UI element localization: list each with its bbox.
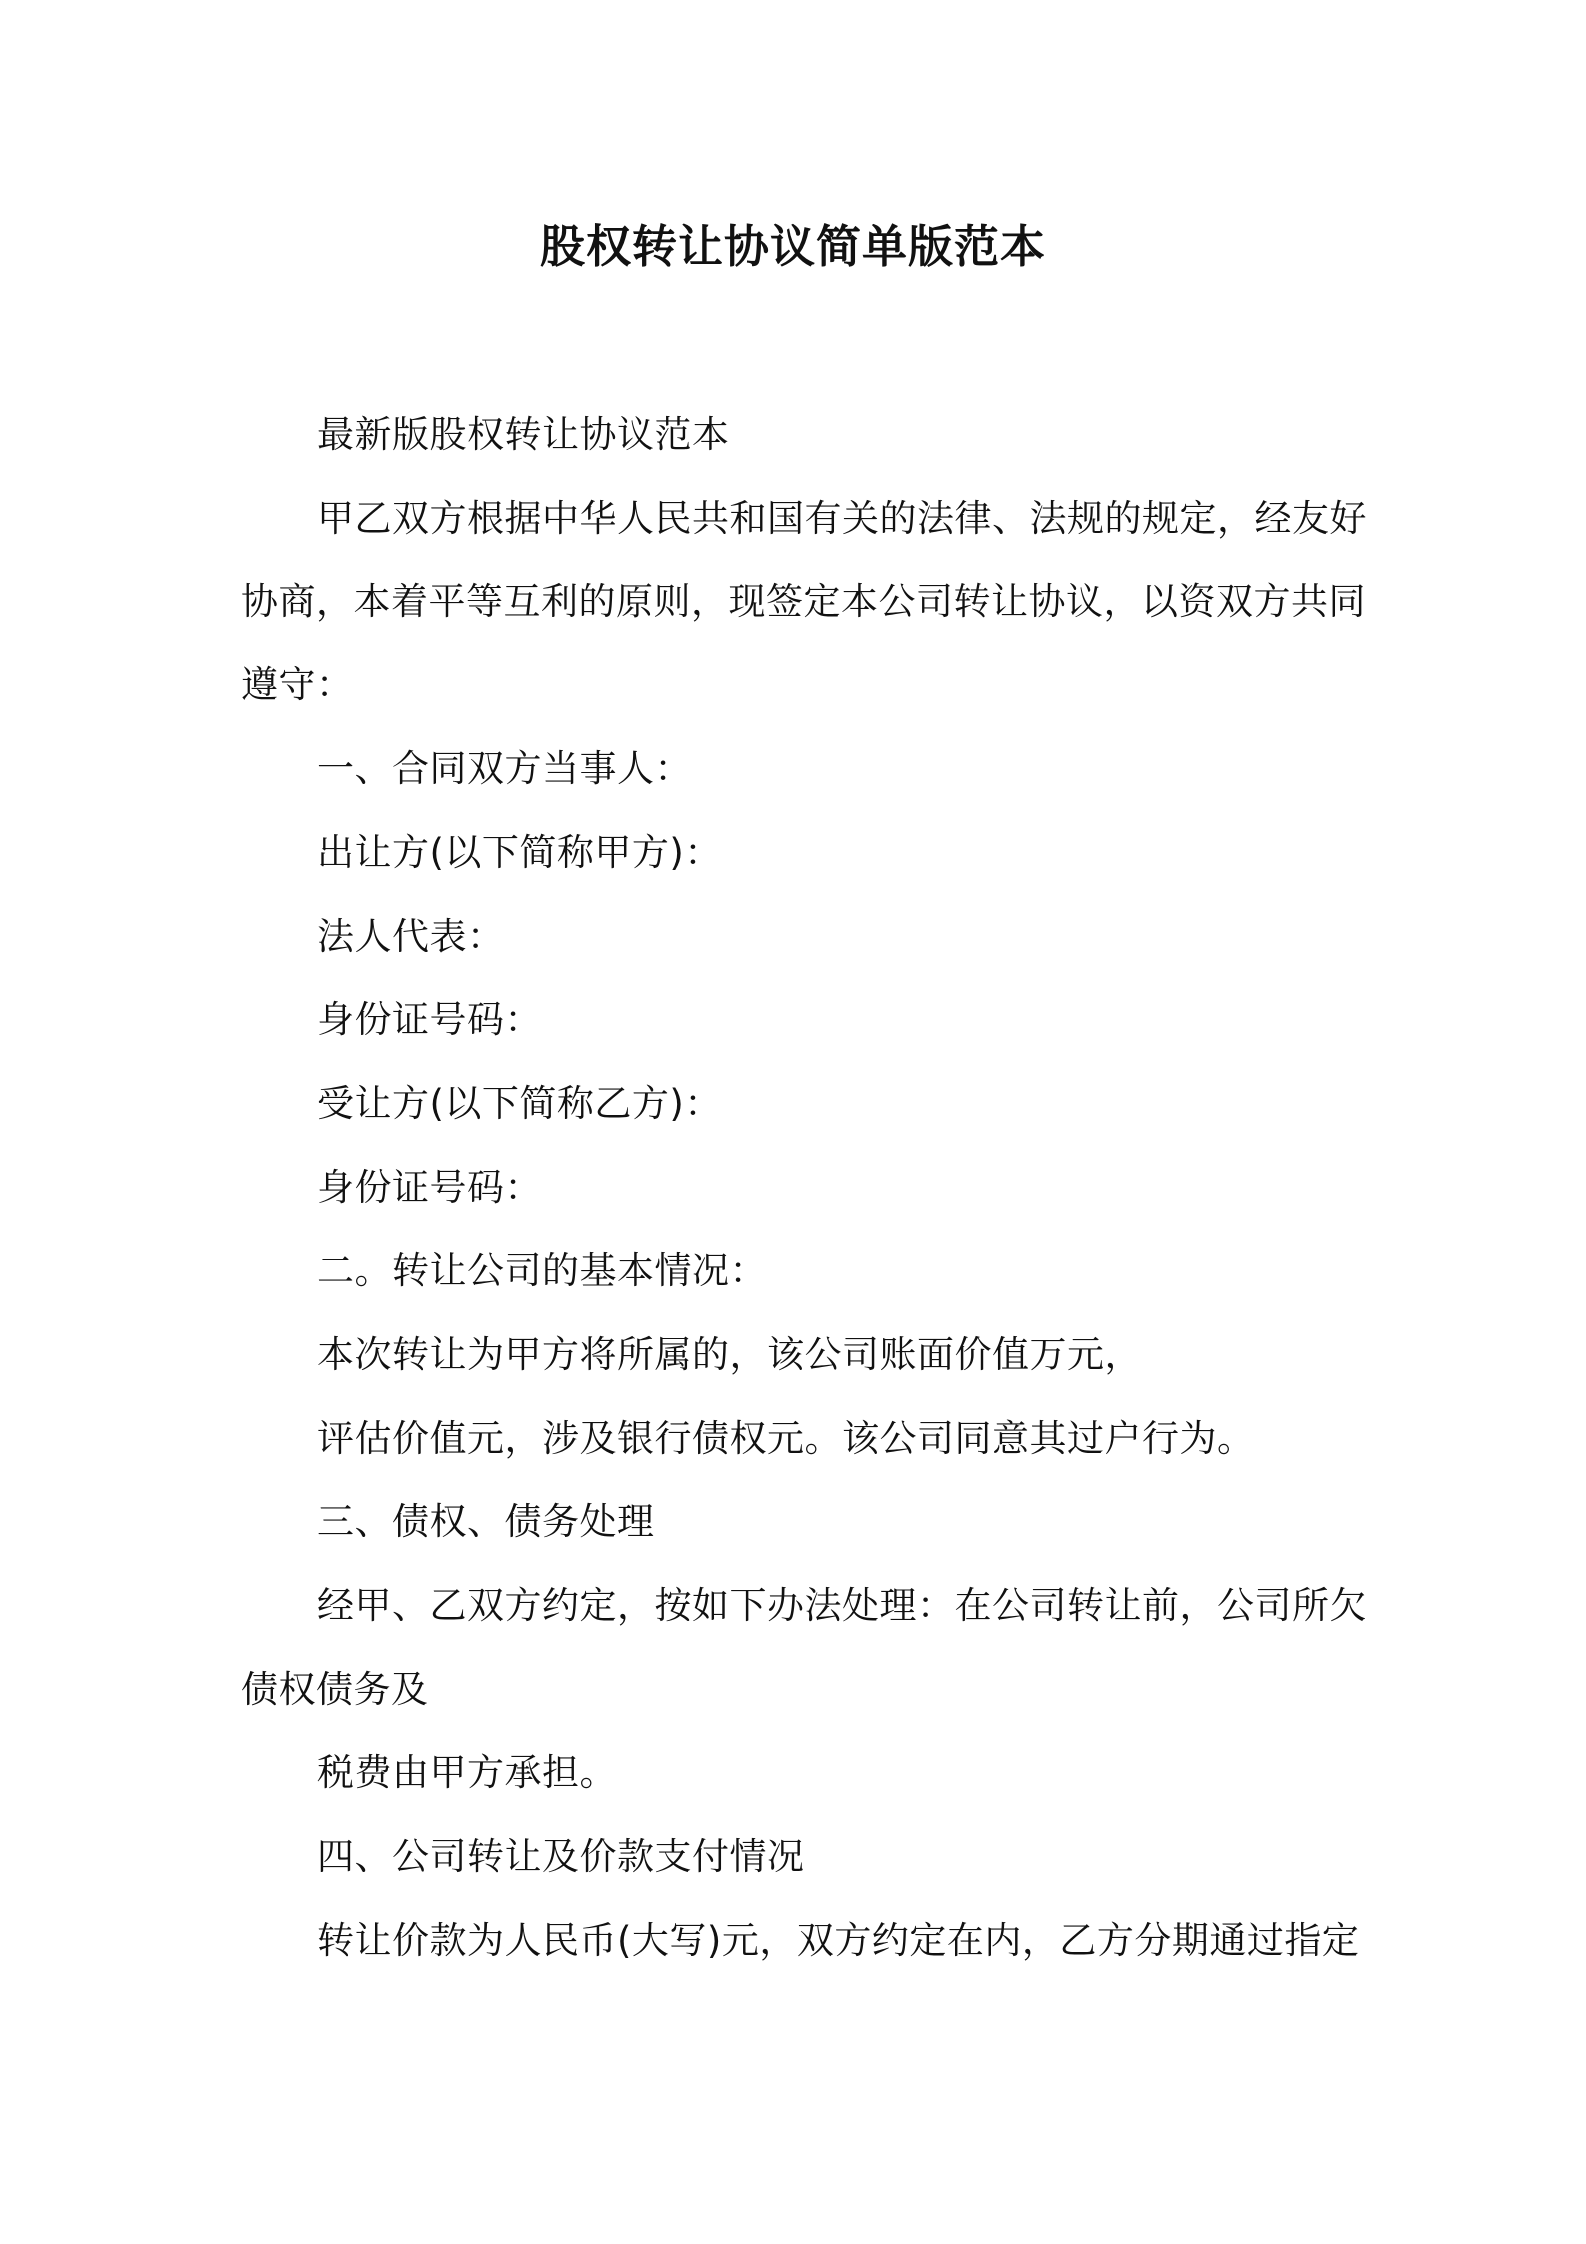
- paragraph-line: 甲乙双方根据中华人民共和国有关的法律、法规的规定，经友好: [317, 497, 1367, 540]
- paragraph-line: 转让价款为人民币(大写)元，双方约定在内，乙方分期通过指定: [317, 1919, 1360, 1962]
- paragraph-line: 受让方(以下简称乙方)：: [317, 1082, 722, 1125]
- paragraph-line: 债权债务及: [241, 1668, 429, 1711]
- paragraph-line: 经甲、乙双方约定，按如下办法处理：在公司转让前，公司所欠: [317, 1584, 1367, 1627]
- paragraph-line: 身份证号码：: [317, 998, 542, 1041]
- paragraph-line: 最新版股权转让协议范本: [317, 413, 730, 456]
- section-heading: 三、债权、债务处理: [317, 1500, 655, 1543]
- section-heading: 一、合同双方当事人：: [317, 747, 692, 790]
- section-heading: 二。转让公司的基本情况：: [317, 1249, 767, 1292]
- paragraph-line: 税费由甲方承担。: [317, 1751, 617, 1794]
- document-title: 股权转让协议简单版范本: [539, 220, 1046, 273]
- section-heading: 四、公司转让及价款支付情况: [317, 1835, 805, 1878]
- paragraph-line: 评估价值元，涉及银行债权元。该公司同意其过户行为。: [317, 1417, 1255, 1460]
- paragraph-line: 身份证号码：: [317, 1166, 542, 1209]
- paragraph-line: 本次转让为甲方将所属的，该公司账面价值万元，: [317, 1333, 1142, 1376]
- paragraph-line: 法人代表：: [317, 915, 505, 958]
- paragraph-line: 遵守：: [241, 663, 354, 706]
- paragraph-line: 协商，本着平等互利的原则，现签定本公司转让协议，以资双方共同: [241, 580, 1366, 623]
- paragraph-line: 出让方(以下简称甲方)：: [317, 831, 722, 874]
